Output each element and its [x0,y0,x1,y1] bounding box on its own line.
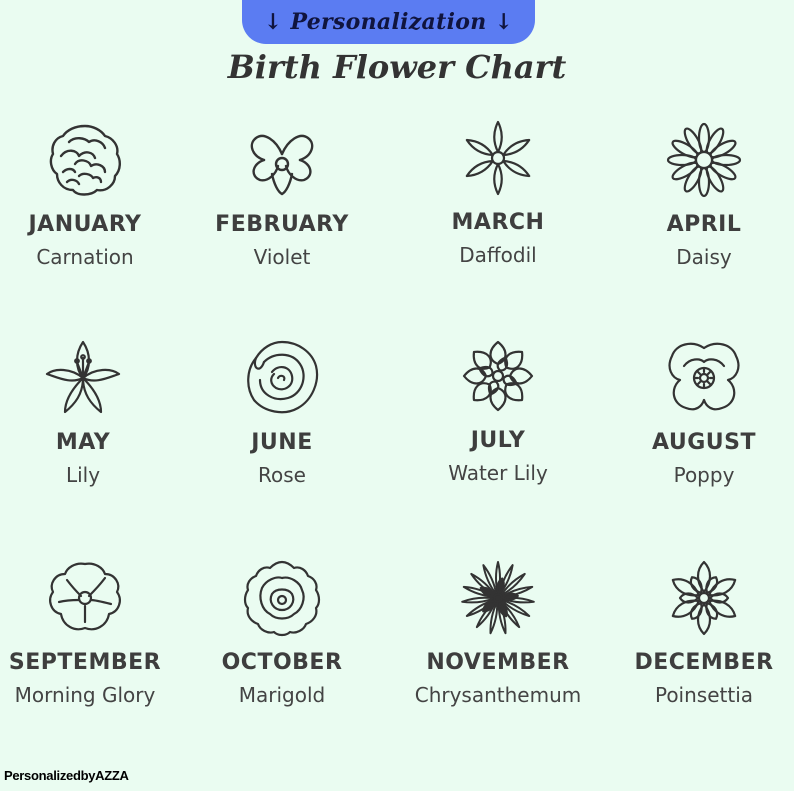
flower-card-march [398,118,598,267]
flower-card-december [604,558,794,707]
flower-card-august [604,338,794,487]
personalization-banner [242,0,535,44]
flower-card-february [182,120,382,269]
water-lily-icon [458,336,538,416]
flower-card-april [604,120,794,269]
flower-name: Violet [253,245,311,269]
month-label: MARCH [451,210,545,235]
daisy-icon [664,120,744,200]
month-label: APRIL [666,212,742,237]
flower-name: Rose [258,463,306,487]
flower-name: Daffodil [459,243,537,267]
month-label: FEBRUARY [215,212,349,237]
violet-icon [242,120,322,200]
marigold-icon [242,558,322,638]
month-label: OCTOBER [221,650,343,675]
flower-name: Lily [65,463,101,487]
flower-name: Carnation [36,245,134,269]
month-label: JUNE [251,430,313,455]
chrysanthemum-icon [458,558,538,638]
flower-name: Morning Glory [14,683,156,707]
flower-name: Poinsettia [654,683,754,707]
flower-card-november [398,558,598,707]
rose-icon [242,338,322,418]
month-label: SEPTEMBER [8,650,162,675]
flower-name: Chrysanthemum [414,683,582,707]
month-label: JULY [470,428,526,453]
flower-name: Water Lily [448,461,548,485]
flower-card-january [0,120,185,269]
lily-icon [43,338,123,418]
month-label: NOVEMBER [426,650,570,675]
month-label: MAY [55,430,111,455]
month-label: DECEMBER [634,650,774,675]
flower-card-july [398,336,598,485]
poinsettia-icon [664,558,744,638]
flower-name: Marigold [238,683,326,707]
flower-card-september [0,558,185,707]
flower-card-may [0,338,183,487]
daffodil-icon [458,118,538,198]
carnation-icon [45,120,125,200]
flower-name: Poppy [673,463,735,487]
month-label: JANUARY [28,212,142,237]
poppy-icon [664,338,744,418]
month-label: AUGUST [652,430,756,455]
morning-glory-icon [45,558,125,638]
watermark: PersonalizedbyAZZA [4,768,129,783]
flower-name: Daisy [676,245,732,269]
flower-card-october [182,558,382,707]
flower-card-june [182,338,382,487]
personalization-label: ↓ Personalization ↓ [263,9,514,35]
page-title: Birth Flower Chart [227,48,567,86]
